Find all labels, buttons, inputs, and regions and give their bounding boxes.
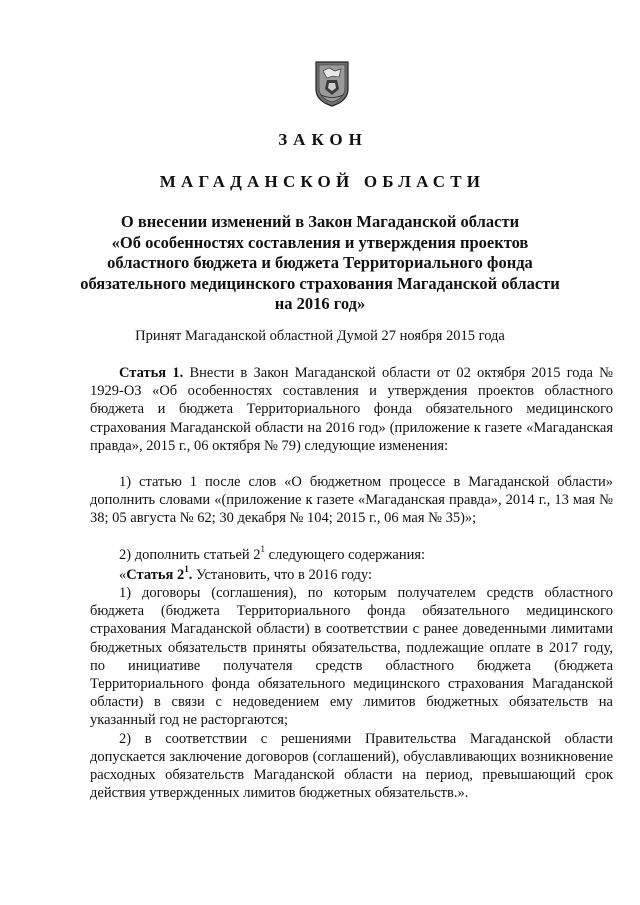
item-2-suffix: следующего содержания: [265,546,426,563]
article-1-heading: Статья 1. [119,365,184,381]
region-title: МАГАДАНСКОЙ ОБЛАСТИ [159,172,486,191]
subject-line: «Об особенностях составления и утверждения проектов [111,232,529,252]
law-subject [70,212,570,315]
article-2-1-text: Установить, что в 2016 году: [192,566,372,583]
article-2-1-point-2: 2) в соответствии с решениями Правительства Магаданской области допускается заключение договоров (соглашений), обуславливающих возникновение расходных обязательств Магаданской области на период, превышающий срок действия утвержденных лимитов бюджетных обязательств.». [90,730,613,802]
article-2-1-paragraph [90,566,613,584]
coat-of-arms-icon [315,61,349,107]
subject-line: областного бюджета и бюджета Территориального фонда [107,253,533,272]
adoption-note: Принят Магаданской областной Думой 27 ноября 2015 года [135,328,505,344]
document-type-title: ЗАКОН [278,130,368,149]
open-quote: « [119,566,127,583]
item-2-prefix: 2) дополнить статьей 2 [119,546,261,563]
article-2-1-heading [126,564,193,583]
article-1-text: Внести в Закон Магаданской области от 02 октября 2015 года № 1929-ОЗ «Об особенностях составления и утверждения проектов областного бюджета и бюджета Территориального фонда обязательного медицинского страхования Магаданской области на 2016 год» (приложение к газете «Магаданская правда», 2015 г., 06 октября № 79) следующие изменения: [90,365,614,454]
article-2-1-point-1: 1) договоры (соглашения), по которым получателем средств областного бюджета (бюджета Территориального фонда обязательного медицинского страхования Магаданской области) в соответствии с ранее доведенными лимитами бюджетных обязательств приняты обязательства, подлежащие оплате в 2017 году, по инициативе получателя средств областного бюджета (бюджета Территориального фонда обязательного медицинского страхования Магаданской области) в связи с недоведением ему лимитов бюджетных обязательств на указанный год не расторгаются; [90,585,613,729]
article-2-1-heading-end: . [188,566,193,583]
article-2-1-heading-superscript: 1 [184,564,189,574]
law-body [90,364,613,802]
article-2-1-heading-text: Статья 2 [126,566,185,583]
item-2-superscript: 1 [260,543,266,554]
subject-line: О внесении изменений в Закон Магаданской области [120,212,520,231]
amendment-item-1: 1) статью 1 после слов «О бюджетном процессе в Магаданской области» дополнить словами «(приложение к газете «Магаданская правда», 2014 г., 13 мая № 38; 05 августа № 62; 30 декабря № 104; 2015 г., 06 мая № 35)»; [90,474,613,527]
subject-line: на 2016 год» [274,294,366,313]
article-1-paragraph [90,364,613,455]
subject-line: обязательного медицинского страхования Магаданской области [80,273,560,293]
amendment-item-2 [90,543,613,564]
